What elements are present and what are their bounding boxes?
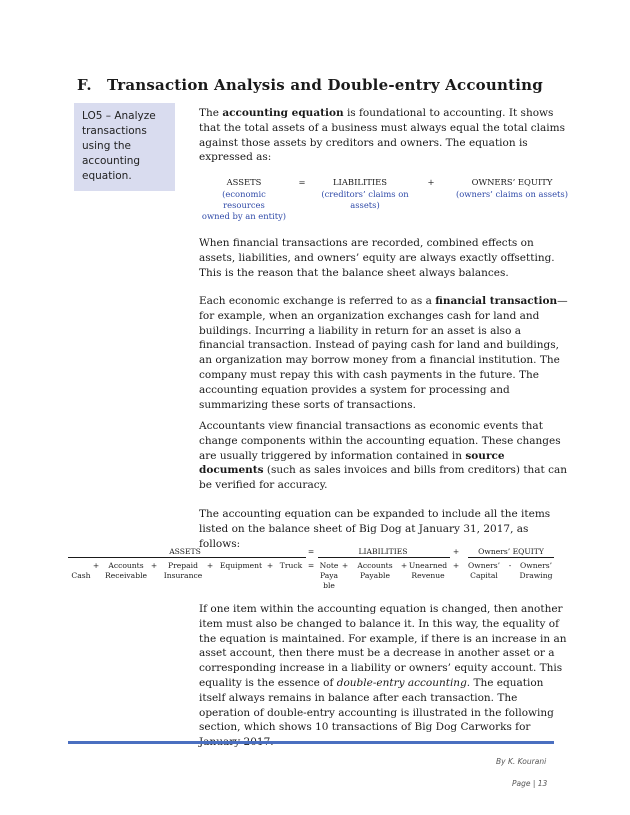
exp-assets-rule bbox=[68, 557, 306, 558]
para4-pre: Accountants view financial transactions as economic events that change components within the accounting equation. These changes are usually triggered by information contained in bbox=[199, 420, 561, 462]
exp-plus-6: + bbox=[400, 561, 408, 570]
learning-objective-text: LO5 – Analyze transactions using the accounting equation. bbox=[82, 110, 156, 182]
exp-note-1: Note bbox=[319, 561, 339, 570]
eq-equity-desc: (owners’ claims on assets) bbox=[456, 189, 568, 199]
exp-ar-1: Accounts bbox=[108, 561, 144, 570]
exp-drawing-2: Drawing bbox=[519, 571, 553, 580]
exp-ar-2: Receivable bbox=[105, 571, 147, 580]
exp-drawing-1: Owners’ bbox=[519, 561, 553, 570]
exp-assets-header: ASSETS bbox=[169, 547, 201, 556]
exp-truck: Truck bbox=[279, 561, 303, 570]
exp-equals: = bbox=[307, 547, 315, 556]
term-accounting-equation: accounting equation bbox=[222, 107, 344, 119]
exp-equals-2: = bbox=[307, 561, 315, 570]
paragraph-source-documents bbox=[199, 419, 569, 493]
paragraph-double-entry bbox=[199, 602, 569, 750]
para1-pre: The bbox=[199, 107, 223, 119]
eq-owners-equity: OWNERS’ EQUITY bbox=[471, 177, 553, 187]
exp-plus-2: + bbox=[150, 561, 158, 570]
footer-rule bbox=[68, 741, 554, 744]
learning-objective-box bbox=[74, 103, 175, 191]
exp-equipment: Equipment bbox=[219, 561, 263, 570]
exp-plus-7: + bbox=[452, 561, 460, 570]
eq-assets: ASSETS bbox=[226, 177, 262, 187]
exp-prepaid-2: Insurance bbox=[163, 571, 203, 580]
eq-assets-desc-2: resources bbox=[223, 200, 265, 210]
exp-plus-4: + bbox=[266, 561, 274, 570]
paragraph-expanded-intro: The accounting equation can be expanded to include all the items listed on the balance sheet of Big Dog at January 31, 2017, as follows: bbox=[199, 508, 551, 550]
para4-post: (such as sales invoices and bills from creditors) that can be verified for accuracy. bbox=[199, 464, 568, 492]
exp-liabilities-rule bbox=[318, 557, 450, 558]
eq-plus: + bbox=[427, 177, 435, 187]
footer-author: By K. Kourani bbox=[496, 757, 547, 766]
exp-note-2: Paya bbox=[319, 571, 339, 580]
exp-equity-header: Owners’ EQUITY bbox=[478, 547, 544, 556]
exp-note-3: ble bbox=[323, 581, 335, 590]
term-double-entry-accounting: double-entry accounting bbox=[336, 676, 467, 689]
exp-unearned-2: Revenue bbox=[411, 571, 445, 580]
footer-page-number: Page | 13 bbox=[512, 779, 548, 788]
eq-liabilities-desc-1: (creditors’ claims on bbox=[321, 189, 409, 199]
exp-plus: + bbox=[452, 547, 460, 556]
exp-liabilities-header: LIABILITIES bbox=[358, 547, 408, 556]
exp-ap-1: Accounts bbox=[357, 561, 393, 570]
exp-plus-1: + bbox=[92, 561, 100, 570]
eq-liabilities: LIABILITIES bbox=[333, 177, 387, 187]
term-source-documents: source documents bbox=[199, 449, 505, 477]
para6-pre: If one item within the accounting equation is changed, then another item must also be changed to balance it. In this way, the equality of the equation is maintained. For example, if there is an increase in an asset account, then there must be a decrease in another asset or a corresponding increase in a liability or owners’ equity account. This equality is the essence of bbox=[199, 603, 567, 689]
eq-liabilities-desc-2: assets) bbox=[350, 200, 380, 210]
section-number: F. bbox=[77, 76, 92, 94]
exp-ap-2: Payable bbox=[360, 571, 390, 580]
paragraph-offsetting-effects: When financial transactions are recorded, combined effects on assets, liabilities, and owners’ equity are always exactly offsetting. This is the reason that the balance sheet always balances. bbox=[199, 237, 555, 279]
exp-minus: - bbox=[508, 561, 512, 570]
para3-pre: Each economic exchange is referred to as a bbox=[199, 295, 436, 307]
para1-post: is foundational to accounting. It shows that the total assets of a business must always equal the total claims against those assets by creditors and owners. The equation is expressed as: bbox=[199, 107, 566, 164]
exp-capital-2: Capital bbox=[470, 571, 498, 580]
eq-equals: = bbox=[298, 177, 306, 187]
paragraph-accounting-equation bbox=[199, 106, 569, 165]
para3-post: —for example, when an organization exchanges cash for land and buildings. Incurring a liability in return for an asset is also a financial transaction. Instead of paying cash for land and buildings, an organization may borrow money from a financial institution. The company must repay this with cash payments in the future. The accounting equation provides a system for processing and summarizing these sorts of transactions. bbox=[199, 295, 568, 411]
exp-prepaid-1: Prepaid bbox=[168, 561, 198, 570]
exp-cash: Cash bbox=[71, 571, 91, 580]
section-title: Transaction Analysis and Double-entry Accounting bbox=[107, 76, 543, 94]
eq-assets-desc-3: owned by an entity) bbox=[201, 211, 287, 221]
exp-plus-3: + bbox=[206, 561, 214, 570]
term-financial-transaction: financial transaction bbox=[435, 295, 558, 307]
exp-capital-1: Owners’ bbox=[467, 561, 501, 570]
para6-post: . The equation itself always remains in balance after each transaction. The operation of double-entry accounting is illustrated in the following section, which shows 10 transactions of Big Dog Carworks for bbox=[199, 676, 554, 734]
exp-equity-rule bbox=[468, 557, 554, 558]
paragraph-financial-transaction bbox=[199, 294, 569, 412]
section-heading bbox=[77, 76, 543, 94]
exp-unearned-1: Unearned bbox=[408, 561, 448, 570]
exp-plus-5: + bbox=[341, 561, 349, 570]
eq-assets-desc-1: (economic bbox=[222, 189, 266, 199]
